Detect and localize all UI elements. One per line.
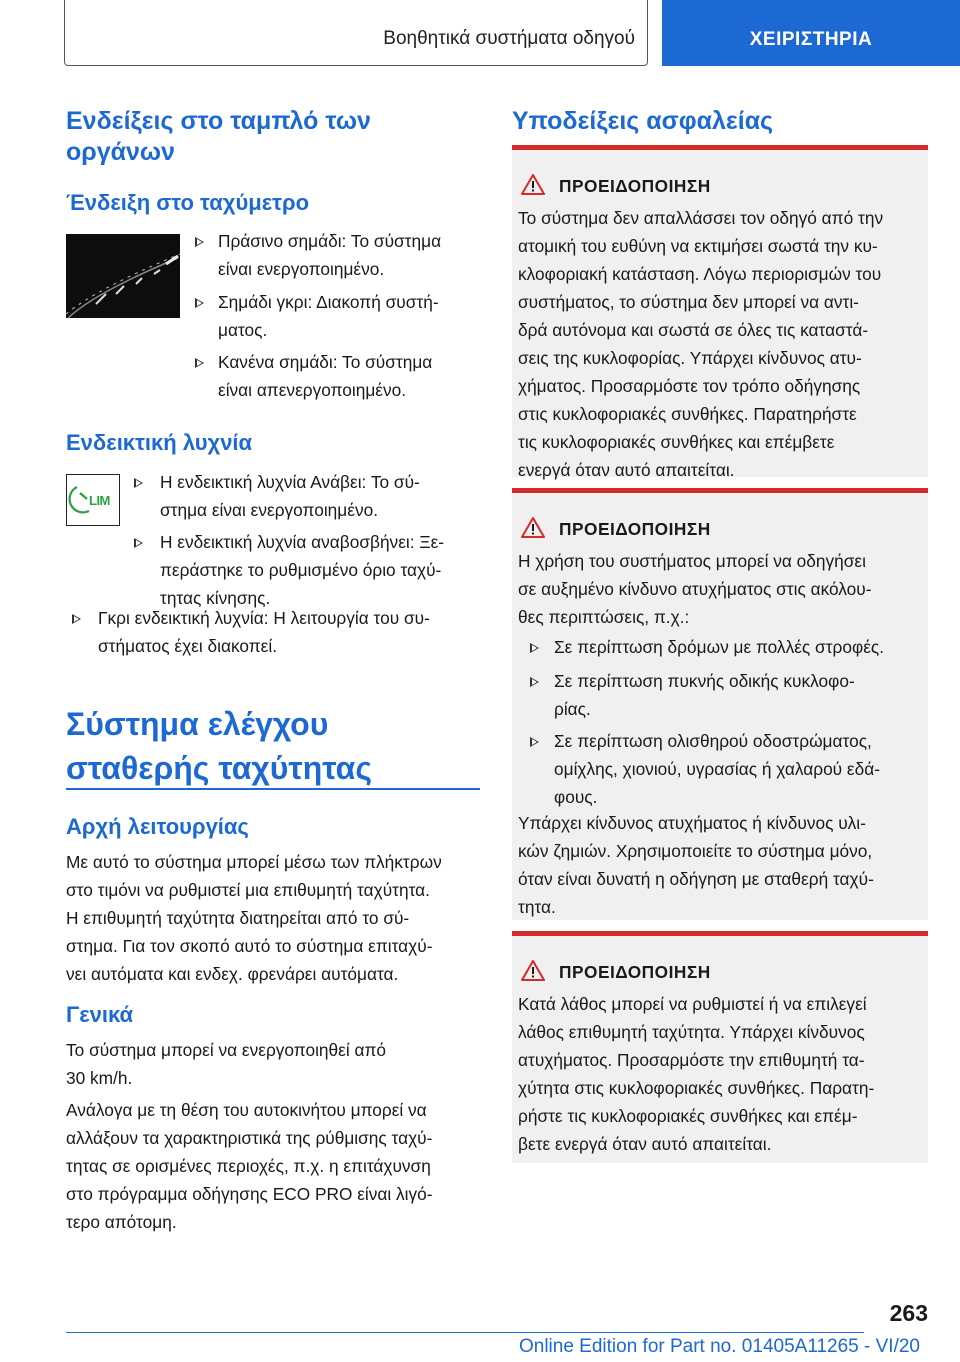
header-chapter-title: ΧΕΙΡΙΣΤΗΡΙΑ <box>749 29 873 50</box>
warning-intro <box>518 547 872 631</box>
footer-edition: Online Edition for Part no. 01405A11265 - VI/20 <box>518 1336 920 1357</box>
bullet-line: περάστηκε το ρυθμισμένο όριο ταχύ‐ <box>160 560 442 580</box>
general-paragraph-2 <box>66 1096 433 1236</box>
text-line: Η χρήση του συστήματος μπορεί να οδηγήσει <box>518 551 866 571</box>
bullet-line: ρίας. <box>554 699 591 719</box>
heading-general: Γενικά <box>66 1002 134 1027</box>
warning-title: ΠΡΟΕΙΔΟΠΟΙΗΣΗ <box>559 519 711 539</box>
bullet-line: στήματος έχει διακοπεί. <box>98 636 278 656</box>
text-line: λάθος επιθυμητή ταχύτητα. Υπάρχει κίνδυνος <box>518 1022 865 1042</box>
text-line: τερο απότομη. <box>66 1212 177 1232</box>
text-line: Με αυτό το σύστημα μπορεί μέσω των πλήκτρων <box>66 852 442 872</box>
heading-indicator-lamp: Ενδεικτική λυχνία <box>66 430 253 455</box>
page-number: 263 <box>889 1300 928 1326</box>
bullet-marker <box>530 737 539 747</box>
text-line: χύτητα στις κυκλοφοριακές συνθήκες. Παρατη‐ <box>518 1078 875 1098</box>
bullet-line: ματος. <box>218 320 268 340</box>
bullet-line: Σε περίπτωση πυκνής οδικής κυκλοφο‐ <box>554 671 855 691</box>
text-line: όταν είναι δυνατή η οδήγηση με σταθερή ταχύ‐ <box>518 869 874 889</box>
warning-triangle-icon <box>521 173 545 195</box>
text-line: βετε ενεργά όταν αυτό απαιτείται. <box>518 1134 772 1154</box>
warning-text <box>518 990 874 1158</box>
warning-box-2 <box>512 488 928 920</box>
text-line: ατομική του ευθύνη να εκτιμήσει σωστά την κυ‐ <box>518 236 878 256</box>
text-line: σεις της κυκλοφορίας. Υπάρχει κίνδυνος ατυ‐ <box>518 348 862 368</box>
bullet-line: Σε περίπτωση δρόμων με πολλές στροφές. <box>554 637 885 657</box>
header-chapter-tab <box>662 0 960 66</box>
bullet-line: στημα είναι ενεργοποιημένο. <box>160 500 379 520</box>
text-line: στο τιμόνι να ρυθμιστεί μια επιθυμητή ταχύτητα. <box>66 880 430 900</box>
text-line: θες περιπτώσεις, π.χ.: <box>518 607 690 627</box>
lim-label: LIM <box>89 493 110 508</box>
bullet-marker <box>134 538 143 548</box>
heading-cruise-control <box>66 702 372 790</box>
text-line: Ανάλογα με τη θέση του αυτοκινήτου μπορεί να <box>66 1100 427 1120</box>
heading-indicators <box>66 106 371 168</box>
warning-triangle-icon <box>521 959 545 981</box>
speedo-bullet-2 <box>218 288 439 344</box>
warning-outro <box>518 809 874 921</box>
bullet-marker <box>72 614 81 624</box>
text-line: Κατά λάθος μπορεί να ρυθμιστεί ή να επιλεγεί <box>518 994 867 1014</box>
text-line: ρήστε τις κυκλοφοριακές συνθήκες και επέμ‐ <box>518 1106 858 1126</box>
text-line: Υπάρχει κίνδυνος ατυχήματος ή κίνδυνος υλι‐ <box>518 813 866 833</box>
text-line: κλοφοριακή κατάσταση. Λόγω περιορισμών του <box>518 264 882 284</box>
section-rule <box>66 788 480 790</box>
text-line: Η επιθυμητή ταχύτητα διατηρείται από το σύ‐ <box>66 908 410 928</box>
lamp-bullet-1 <box>160 468 420 524</box>
text-line: δρά αυτόνομα και σωστά σε όλες τις καταστά‐ <box>518 320 869 340</box>
bullet-marker <box>134 478 143 488</box>
header-section-title: Βοηθητικά συστήματα οδηγού <box>383 28 635 49</box>
warning-bullet-1 <box>554 633 884 661</box>
text-line: νει αυτόματα και ενδεχ. φρενάρει αυτόματα. <box>66 964 399 984</box>
principle-paragraph <box>66 848 442 988</box>
speedo-bullet-3 <box>218 348 432 404</box>
bullet-line: Πράσινο σημάδι: Το σύστημα <box>218 231 442 251</box>
text-line: 30 km/h. <box>66 1068 133 1088</box>
text-line: αλλάξουν τα χαρακτηριστικά της ρύθμισης ταχύ‐ <box>66 1128 433 1148</box>
heading-line: οργάνων <box>66 138 175 166</box>
bullet-line: Σημάδι γκρι: Διακοπή συστή‐ <box>218 292 439 312</box>
heading-speedometer: Ένδειξη στο ταχύμετρο <box>66 190 310 215</box>
bullet-marker <box>530 677 539 687</box>
heading-principle: Αρχή λειτουργίας <box>66 814 249 839</box>
lim-indicator-lamp <box>66 474 120 526</box>
general-paragraph-1 <box>66 1036 386 1092</box>
bullet-line: τητας κίνησης. <box>160 588 271 608</box>
bullet-line: Σε περίπτωση ολισθηρού οδοστρώματος, <box>554 731 872 751</box>
warning-bullet-2 <box>554 667 855 723</box>
bullet-line: είναι απενεργοποιημένο. <box>218 380 407 400</box>
heading-safety: Υποδείξεις ασφαλείας <box>512 107 774 135</box>
heading-line: Σύστημα ελέγχου <box>66 706 329 742</box>
text-line: ατυχήματος. Προσαρμόστε την επιθυμητή τα‐ <box>518 1050 865 1070</box>
bullet-line: ομίχλης, χιονιού, υγρασίας ή χαλαρού εδά‐ <box>554 759 881 779</box>
bullet-marker <box>195 298 204 308</box>
warning-title: ΠΡΟΕΙΔΟΠΟΙΗΣΗ <box>559 176 711 196</box>
bullet-marker <box>530 643 539 653</box>
footer-rule <box>66 1332 864 1333</box>
text-line: σε αυξημένο κίνδυνο ατυχήματος στις ακόλου‐ <box>518 579 872 599</box>
gray-lamp-bullet <box>98 604 430 660</box>
warning-box-3 <box>512 931 928 1163</box>
text-line: συστήματος, το σύστημα δεν μπορεί να αντι‐ <box>518 292 859 312</box>
lamp-bullet-2 <box>160 528 444 612</box>
speedometer-icon <box>66 234 180 318</box>
warning-text <box>518 204 883 484</box>
speedo-bullet-1 <box>218 227 441 283</box>
speedometer-image <box>66 234 180 318</box>
text-line: Το σύστημα μπορεί να ενεργοποιηθεί από <box>66 1040 386 1060</box>
heading-line: σταθερής ταχύτητας <box>66 750 372 786</box>
text-line: Το σύστημα δεν απαλλάσσει τον οδηγό από την <box>518 208 884 228</box>
text-line: στημα. Για τον σκοπό αυτό το σύστημα επιταχύ‐ <box>66 936 433 956</box>
warning-box-1 <box>512 145 928 480</box>
text-line: τις κυκλοφοριακές συνθήκες και επέμβετε <box>518 432 835 452</box>
bullet-line: φους. <box>554 787 598 807</box>
text-line: τητα. <box>518 897 556 917</box>
bullet-line: Γκρι ενδεικτική λυχνία: Η λειτουργία του συ‐ <box>98 608 430 628</box>
heading-line: Ενδείξεις στο ταμπλό των <box>66 107 371 135</box>
text-line: κών ζημιών. Χρησιμοποιείτε το σύστημα μόνο, <box>518 841 873 861</box>
warning-title: ΠΡΟΕΙΔΟΠΟΙΗΣΗ <box>559 962 711 982</box>
bullet-marker <box>195 237 204 247</box>
bullet-line: Κανένα σημάδι: Το σύστημα <box>218 352 433 372</box>
text-line: στις κυκλοφοριακές συνθήκες. Παρατηρήστε <box>518 404 857 424</box>
text-line: ενεργά όταν αυτό απαιτείται. <box>518 460 735 480</box>
bullet-line: Η ενδεικτική λυχνία Ανάβει: Το σύ‐ <box>160 472 420 492</box>
text-line: στο πρόγραμμα οδήγησης ECO PRO είναι λιγό‐ <box>66 1184 433 1204</box>
bullet-line: είναι ενεργοποιημένο. <box>218 259 385 279</box>
bullet-line: Η ενδεικτική λυχνία αναβοσβήνει: Ξε‐ <box>160 532 445 552</box>
header-section-tab <box>64 0 648 66</box>
bullet-marker <box>195 358 204 368</box>
warning-bullet-3 <box>554 727 880 811</box>
text-line: χήματος. Προσαρμόστε τον τρόπο οδήγησης <box>518 376 861 396</box>
text-line: τητας σε ορισμένες περιοχές, π.χ. η επιτάχυνση <box>66 1156 431 1176</box>
warning-triangle-icon <box>521 516 545 538</box>
